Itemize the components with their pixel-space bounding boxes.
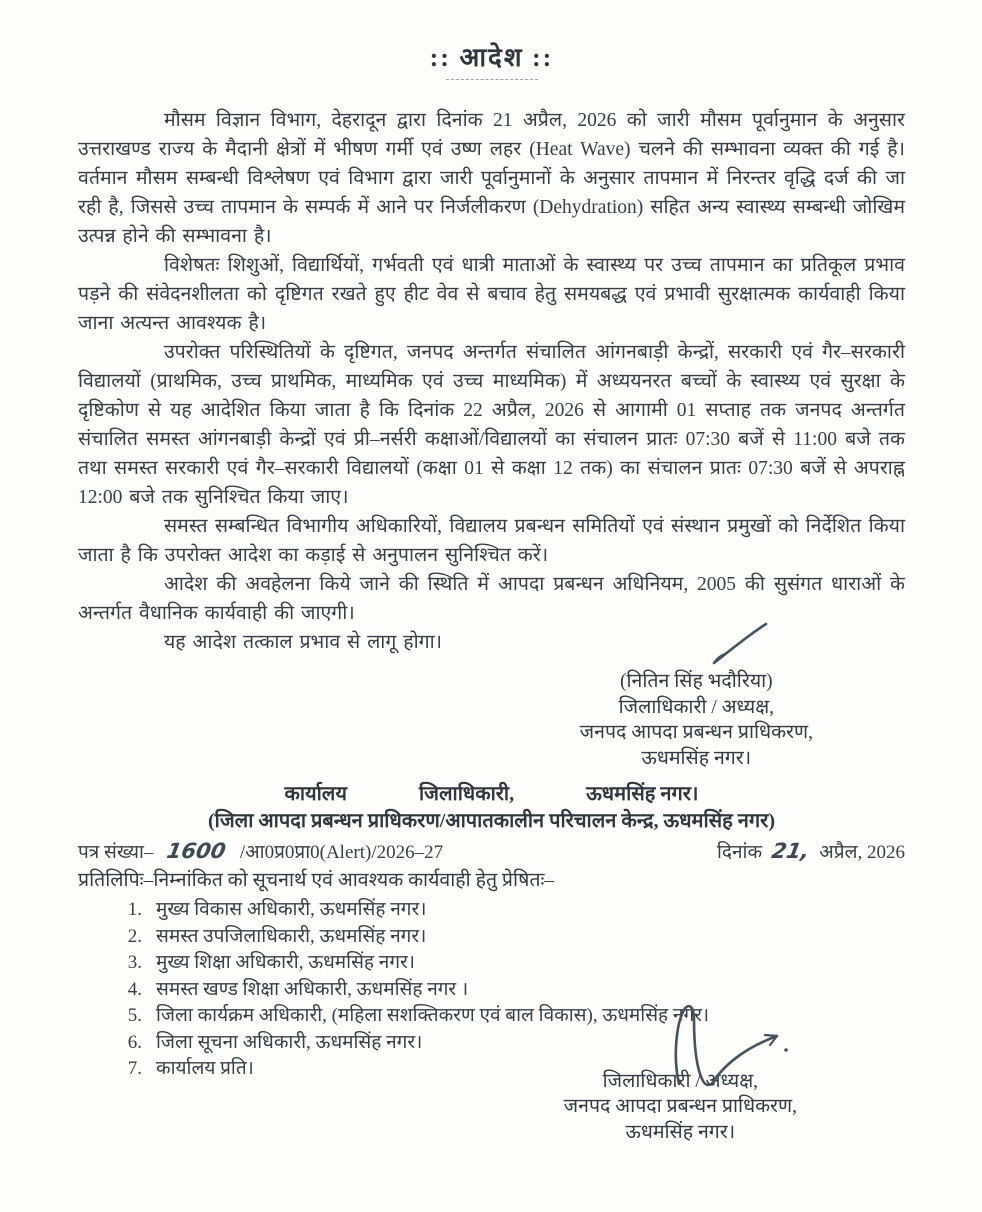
letter-number [78, 838, 443, 866]
list-item-text: समस्त खण्ड शिक्षा अधिकारी, ऊधमसिंह नगर । [156, 978, 469, 1000]
page-title: :: आदेश :: [429, 43, 554, 72]
list-item-text: मुख्य शिक्षा अधिकारी, ऊधमसिंह नगर। [156, 952, 415, 973]
list-item-number: 6. [127, 1031, 142, 1053]
footer-signatory-block [564, 1069, 797, 1146]
letter-date-label: दिनांक [717, 842, 763, 863]
letter-meta-row [78, 838, 905, 866]
list-item-number: 4. [127, 978, 142, 1000]
list-item-text: मुख्य विकास अधिकारी, ऊधमसिंह नगर। [156, 899, 427, 920]
paragraph-immediate-effect: यह आदेश तत्काल प्रभाव से लागू होगा। [164, 632, 443, 653]
signatory-name: (नितिन सिंह भदौरिया) [619, 671, 773, 692]
list-item [122, 924, 905, 951]
list-item-text: कार्यालय प्रति। [156, 1058, 254, 1079]
office-word-district-name: ऊधमसिंह नगर। [586, 783, 699, 805]
list-item-number: 7. [127, 1058, 142, 1079]
paragraph-penalty-clause: आदेश की अवहेलना किये जाने की स्थिति में आपदा प्रबन्धन अधिनियम, 2005 की सुसंगत धाराओं के अन्तर्गत वैधानिक कार्यवाही की जाएगी। [78, 574, 905, 624]
letter-date [717, 838, 905, 866]
list-item [122, 1030, 905, 1057]
title-underline [446, 79, 538, 80]
footer-signatory-designation: जिलाधिकारी / अध्यक्ष, [602, 1070, 759, 1092]
office-word-district-magistrate: जिलाधिकारी, [418, 783, 515, 805]
list-item-number: 3. [127, 952, 142, 973]
signatory-block [580, 669, 813, 771]
letter-number-handwritten: 1600 [165, 839, 229, 863]
order-body [78, 106, 905, 657]
list-item-number: 5. [127, 1005, 142, 1026]
list-item-text: जिला कार्यक्रम अधिकारी, (महिला सशक्तिकरण एवं बाल विकास), ऊधमसिंह नगर। [156, 1005, 710, 1026]
list-item-number: 2. [127, 925, 142, 947]
office-word-karyalay: कार्यालय [284, 783, 347, 805]
copy-list-heading: प्रतिलिपिः–निम्नांकित को सूचनार्थ एवं आवश्यक कार्यवाही हेतु प्रेषितः– [78, 870, 555, 891]
office-heading [78, 779, 905, 806]
paragraph-vulnerable-groups: विशेषतः शिशुओं, विद्यार्थियों, गर्भवती एवं धात्री माताओं के स्वास्थ्य पर उच्च तापमान का प्रतिकूल प्रभाव पड़ने की संवेदनशीलता को दृष्टिगत रखते हुए हीट वेव से बचाव हेतु समयबद्ध एवं प्रभावी सुरक्षात्मक कार्यवाही किया जाना अत्यन्त आवश्यक है। [78, 255, 905, 334]
list-item [122, 977, 905, 1004]
footer-signatory-organization: जनपद आपदा प्रबन्धन प्राधिकरण, [563, 1096, 797, 1117]
list-item [122, 950, 905, 977]
footer-signatory-place: ऊधमसिंह नगर। [625, 1121, 736, 1143]
paragraph-school-timings-order: उपरोक्त परिस्थितियों के दृष्टिगत, जनपद अन्तर्गत संचालित आंगनबाड़ी केन्द्रों, सरकारी एवं गैर–सरकारी विद्यालयों (प्राथमिक, उच्च प्राथमिक, माध्यमिक एवं उच्च माध्यमिक) में अध्ययनरत बच्चों के स्वास्थ्य एवं सुरक्षा के दृष्टिकोण से यह आदेशित किया जाता है कि दिनांक 22 अप्रैल, 2026 से आगामी 01 सप्ताह तक जनपद अन्तर्गत संचालित समस्त आंगनबाड़ी केन्द्रों एवं प्री–नर्सरी कक्षाओं/विद्यालयों का संचालन प्रातः 07:30 बजें से 11:00 बजे तक तथा समस्त सरकारी एवं गैर–सरकारी विद्यालयों (कक्षा 01 से कक्षा 12 तक) का संचालन प्रातः 07:30 बजें से अपराह्न 12:00 बजे तक सुनिश्चित किया जाए। [78, 342, 905, 508]
signatory-organization: जनपद आपदा प्रबन्धन प्राधिकरण, [579, 722, 813, 743]
letter-number-suffix: /आ0प्र0प्रा0(Alert)/2026–27 [239, 842, 444, 863]
copy-distribution-list [122, 897, 905, 1083]
list-item [122, 1003, 905, 1030]
list-item [122, 897, 905, 924]
letter-number-label: पत्र संख्या– [78, 842, 154, 863]
letter-date-handwritten: 21, [769, 839, 812, 863]
list-item-text: जिला सूचना अधिकारी, ऊधमसिंह नगर। [156, 1031, 423, 1053]
signatory-designation: जिलाधिकारी / अध्यक्ष, [618, 696, 775, 718]
signatory-place: ऊधमसिंह नगर। [641, 747, 752, 769]
list-item-text: समस्त उपजिलाधिकारी, ऊधमसिंह नगर। [156, 925, 427, 947]
paragraph-compliance-direction: समस्त सम्बन्धित विभागीय अधिकारियों, विद्यालय प्रबन्धन समितियों एवं संस्थान प्रमुखों को निर्देशित किया जाता है कि उपरोक्त आदेश का कड़ाई से अनुपालन सुनिश्चित करें। [78, 516, 905, 566]
list-item-number: 1. [127, 899, 142, 920]
paragraph-weather-forecast: मौसम विज्ञान विभाग, देहरादून द्वारा दिनांक 21 अप्रैल, 2026 को जारी मौसम पूर्वानुमान के अनुसार उत्तराखण्ड राज्य के मैदानी क्षेत्रों में भीषण गर्मी एवं उष्ण लहर (Heat Wave) चलने की सम्भावना व्यक्त की गई है। वर्तमान मौसम सम्बन्धी विश्लेषण एवं विभाग द्वारा जारी पूर्वानुमानों के अनुसार तापमान में निरन्तर वृद्धि दर्ज की जा रही है, जिससे उच्च तापमान के सम्पर्क में आने पर निर्जलीकरण (Dehydration) सहित अन्य स्वास्थ्य सम्बन्धी जोखिम उत्पन्न होने की सम्भावना है। [78, 110, 905, 247]
letter-date-suffix: अप्रैल, 2026 [819, 842, 905, 863]
office-subheading: (जिला आपदा प्रबन्धन प्राधिकरण/आपातकालीन परिचालन केन्द्र, ऊधमसिंह नगर) [207, 810, 776, 832]
